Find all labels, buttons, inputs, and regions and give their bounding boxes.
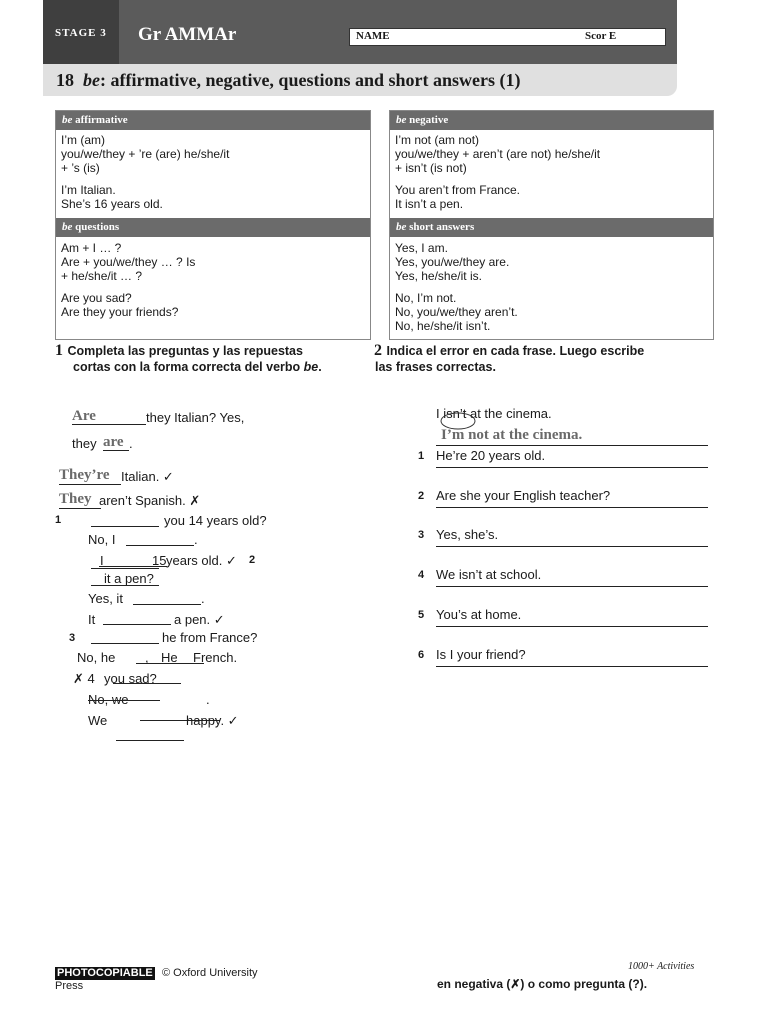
table-line: I’m not (am not)	[395, 133, 480, 147]
table-line: She’s 16 years old.	[61, 197, 163, 211]
item-2-a-pen: a pen. ✓	[174, 612, 225, 627]
table-line: + he/she/it … ?	[61, 269, 143, 283]
short-answers-content	[395, 241, 518, 333]
answer-blank[interactable]	[133, 604, 201, 605]
unit-title-text: : affirmative, negative, questions and short answers (1)	[100, 70, 521, 90]
item-1-fifteen: 15	[152, 553, 167, 568]
item-1-years: years old. ✓	[166, 553, 237, 568]
table-line: Are they your friends?	[61, 305, 179, 319]
negative-content	[390, 130, 713, 211]
example-error-word: isn’t	[443, 406, 467, 421]
table-line: Yes, I am.	[395, 241, 448, 255]
item-2-yes-it: Yes, it	[88, 591, 123, 606]
item-number: 2	[249, 554, 256, 566]
item-1-question: you 14 years old?	[164, 513, 267, 528]
table-line: I’m (am)	[61, 133, 105, 147]
table-line: No, I’m not.	[395, 291, 457, 305]
answer-blank[interactable]	[113, 683, 181, 684]
answer-line[interactable]	[436, 666, 708, 667]
table-line: + ’s (is)	[61, 161, 100, 175]
answer-line	[436, 445, 708, 446]
item-number: 6	[418, 649, 425, 661]
instruction-text: Completa las preguntas y las repuestas	[67, 344, 303, 358]
example-spanish: aren’t Spanish. ✗	[99, 493, 201, 508]
table-line: + isn’t (is not)	[395, 161, 467, 175]
table-line: Are + you/we/they … ? Is	[61, 255, 196, 269]
answer-blank	[72, 424, 146, 425]
table-line: Are you sad?	[61, 291, 132, 305]
example-question: they Italian? Yes,	[146, 410, 245, 425]
item-number: 1	[418, 450, 425, 462]
answer-blank[interactable]	[91, 568, 159, 569]
example-corrected-sentence: I’m not at the cinema.	[441, 427, 583, 443]
copyright-press: Press	[55, 980, 84, 992]
section-title: Gr AMMAr	[138, 24, 237, 45]
sentence-with-error: You’s at home.	[436, 607, 522, 622]
answer-blank[interactable]	[116, 740, 184, 741]
table-heading-negative: be negative	[390, 111, 713, 130]
unit-number: 18	[56, 70, 74, 90]
exercise-2-instruction	[374, 342, 644, 360]
item-3-question: he from France?	[162, 630, 258, 645]
table-line: No, you/we/they aren’t.	[395, 305, 518, 319]
unit-title	[56, 70, 520, 91]
example-answer-theyre: They’re	[59, 467, 110, 483]
copyright-text: © Oxford University	[162, 967, 258, 979]
answer-line[interactable]	[436, 467, 708, 468]
sentence-with-error: He’re 20 years old.	[436, 448, 546, 463]
table-line: It isn’t a pen.	[395, 197, 464, 211]
table-heading-short-answers: be short answers	[390, 218, 713, 237]
item-2-question: it a pen?	[104, 571, 154, 586]
table-line: You aren’t from France.	[395, 183, 520, 197]
item-3-french: French.	[193, 650, 238, 665]
answer-line[interactable]	[436, 626, 708, 627]
item-number: 3	[69, 632, 76, 644]
exercise-number: 1	[55, 342, 63, 359]
dot: .	[129, 436, 133, 451]
item-1-no-i: No, I	[88, 532, 116, 547]
item-number: 1	[55, 514, 62, 526]
example-sentence: I isn’t at the cinema.	[436, 406, 552, 421]
footer-note: en negativa (✗) o como pregunta (?).	[437, 977, 648, 991]
table-heading-affirmative: be affirmative	[56, 111, 370, 130]
item-number: 4	[418, 569, 425, 581]
item-3-no-he: No, he	[77, 650, 116, 665]
sentence-with-error: Is I your friend?	[436, 647, 526, 662]
sentence-with-error: We isn’t at school.	[436, 567, 542, 582]
name-field[interactable]	[349, 28, 666, 46]
answer-line[interactable]	[436, 586, 708, 587]
answer-blank[interactable]	[126, 545, 194, 546]
item-1-i: I	[100, 553, 104, 568]
answer-blank[interactable]	[88, 700, 160, 701]
dot: .	[206, 692, 210, 707]
stage-label: STAGE 3	[55, 27, 107, 39]
questions-content	[61, 241, 195, 319]
table-line: Am + I … ?	[61, 241, 122, 255]
item-4-question: you sad?	[104, 671, 157, 686]
item-3-he: He	[161, 650, 178, 665]
item-4-no-we: No, we	[88, 692, 129, 707]
photocopiable-badge: PHOTOCOPIABLE	[57, 967, 153, 979]
name-label: NAME	[356, 30, 390, 42]
answer-blank	[103, 450, 129, 451]
example-answer-are: Are	[72, 408, 96, 424]
table-line: you/we/they + ’re (are) he/she/it	[61, 147, 230, 161]
table-line: I’m Italian.	[61, 183, 116, 197]
instruction-text: Indica el error en cada frase. Luego escribe	[386, 344, 645, 358]
item-number: 2	[418, 490, 425, 502]
item-2-it: It	[88, 612, 96, 627]
exercise-2-instruction-line2: las frases correctas.	[375, 360, 496, 374]
series-title: 1000+ Activities	[628, 961, 695, 972]
answer-blank[interactable]	[103, 624, 171, 625]
unit-be: be	[83, 70, 100, 90]
sentence-with-error: Are she your English teacher?	[436, 488, 611, 503]
item-4-we: We	[88, 713, 108, 728]
grammar-table-right	[389, 110, 714, 340]
item-4-number: ✗ 4	[73, 671, 95, 686]
table-line: Yes, he/she/it is.	[395, 269, 482, 283]
table-heading-questions: be questions	[56, 218, 370, 237]
answer-line[interactable]	[436, 546, 708, 547]
item-4-happy: happy. ✓	[186, 713, 239, 728]
dot: .	[194, 532, 198, 547]
comma: ,	[145, 650, 149, 665]
table-line: No, he/she/it isn’t.	[395, 319, 491, 333]
answer-line[interactable]	[436, 507, 708, 508]
example-italian: Italian. ✓	[121, 469, 174, 484]
answer-blank[interactable]	[91, 643, 159, 644]
example-answer-are-2: are	[103, 434, 124, 450]
exercise-number: 2	[374, 342, 382, 359]
answer-blank[interactable]	[91, 585, 159, 586]
answer-blank	[59, 508, 101, 509]
affirmative-content	[56, 130, 370, 211]
item-number: 5	[418, 609, 425, 621]
dot: .	[201, 591, 205, 606]
grammar-table-left	[55, 110, 371, 340]
answer-blank	[59, 484, 121, 485]
example-they: they	[72, 436, 97, 451]
table-line: you/we/they + aren’t (are not) he/she/it	[395, 147, 601, 161]
score-label: Scor E	[585, 30, 617, 42]
exercise-1-instruction	[55, 342, 303, 360]
item-number: 3	[418, 529, 425, 541]
example-answer-they: They	[59, 491, 92, 507]
exercise-1-instruction-line2: cortas con la forma correcta del verbo be.	[73, 360, 322, 374]
sentence-with-error: Yes, she’s.	[436, 527, 499, 542]
table-line: Yes, you/we/they are.	[395, 255, 510, 269]
answer-blank[interactable]	[91, 526, 159, 527]
